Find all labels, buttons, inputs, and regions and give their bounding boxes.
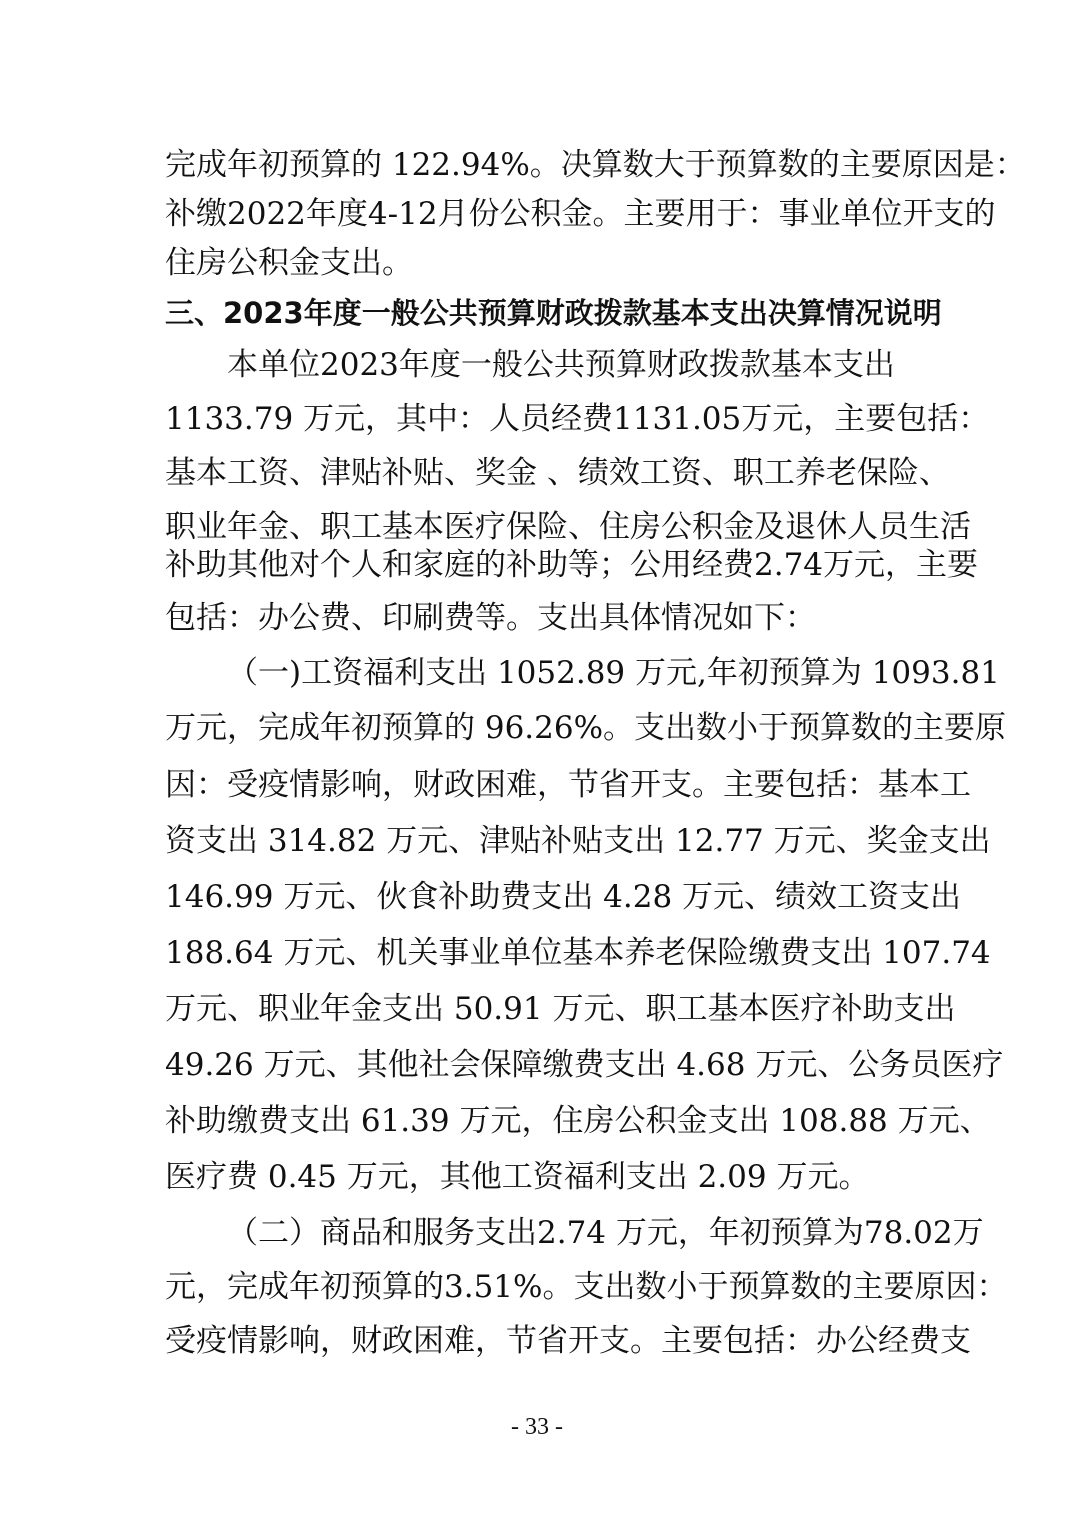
paragraph-line: 医疗费 0.45 万元，其他工资福利支出 2.09 万元。 (165, 1159, 870, 1195)
paragraph-line: 受疫情影响，财政困难，节省开支。主要包括：办公经费支 (165, 1323, 971, 1359)
paragraph-line: 万元、职业年金支出 50.91 万元、职工基本医疗补助支出 (165, 991, 956, 1027)
page-number: - 33 - (511, 1414, 563, 1440)
paragraph-line: 188.64 万元、机关事业单位基本养老保险缴费支出 107.74 (165, 935, 991, 971)
paragraph-line: 资支出 314.82 万元、津贴补贴支出 12.77 万元、奖金支出 (165, 823, 991, 859)
section-heading: 三、2023年度一般公共预算财政拨款基本支出决算情况说明 (165, 296, 942, 330)
paragraph-line: 1133.79 万元，其中：人员经费1131.05万元，主要包括： (165, 401, 990, 437)
paragraph-line: 因：受疫情影响，财政困难，节省开支。主要包括：基本工 (165, 767, 971, 803)
paragraph-line: 146.99 万元、伙食补助费支出 4.28 万元、绩效工资支出 (165, 879, 962, 915)
paragraph-line: 住房公积金支出。 (165, 245, 413, 281)
paragraph-line: 本单位2023年度一般公共预算财政拨款基本支出 (227, 347, 895, 383)
paragraph-line: 补助缴费支出 61.39 万元，住房公积金支出 108.88 万元、 (165, 1103, 991, 1139)
paragraph-line: 完成年初预算的 122.94%。决算数大于预算数的主要原因是： (165, 147, 1026, 183)
paragraph-line: 49.26 万元、其他社会保障缴费支出 4.68 万元、公务员医疗 (165, 1047, 1004, 1083)
paragraph-line: （二）商品和服务支出2.74 万元，年初预算为78.02万 (227, 1215, 984, 1251)
paragraph-line: 元，完成年初预算的3.51%。支出数小于预算数的主要原因： (165, 1269, 1008, 1305)
paragraph-line: 职业年金、职工基本医疗保险、住房公积金及退休人员生活 (165, 509, 971, 545)
paragraph-line: （一)工资福利支出 1052.89 万元,年初预算为 1093.81 (227, 655, 1000, 691)
paragraph-line: 包括：办公费、印刷费等。支出具体情况如下： (165, 600, 816, 636)
paragraph-line: 基本工资、津贴补贴、奖金 、绩效工资、职工养老保险、 (165, 455, 950, 491)
paragraph-line: 万元，完成年初预算的 96.26%。支出数小于预算数的主要原 (165, 710, 1007, 746)
paragraph-line: 补助其他对个人和家庭的补助等；公用经费2.74万元，主要 (165, 547, 979, 583)
paragraph-line: 补缴2022年度4-12月份公积金。主要用于：事业单位开支的 (165, 196, 996, 232)
